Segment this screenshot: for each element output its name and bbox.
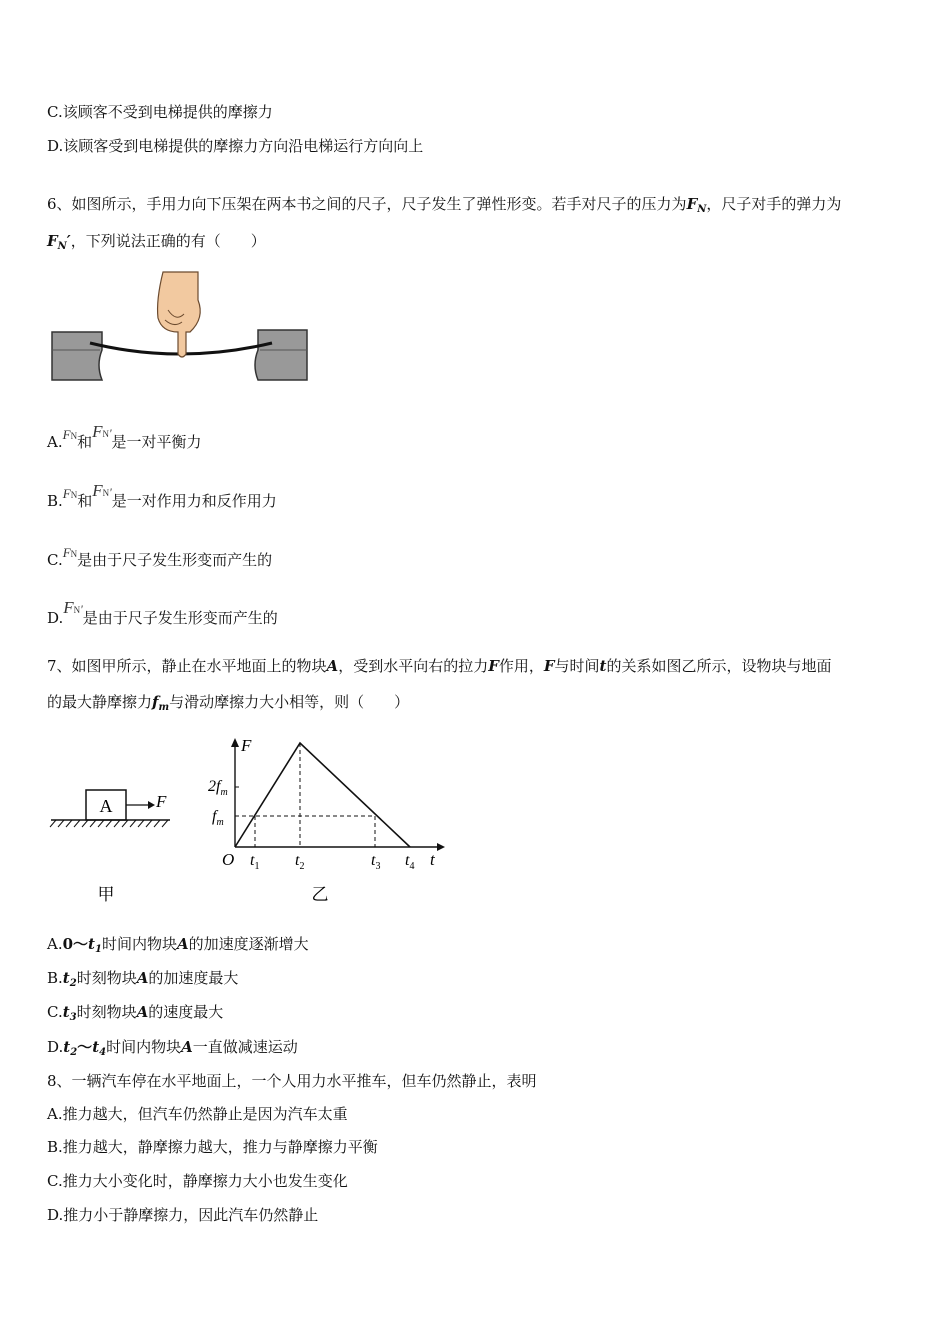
- fn-symbol: FN: [62, 427, 78, 442]
- q8-option-d: D.推力小于静摩擦力，因此汽车仍然静止: [47, 1206, 319, 1224]
- q6-option-a: A.FN和FN'是一对平衡力: [47, 422, 202, 451]
- q7-option-b: $B.t_2$时刻物块A的加速度最大: [47, 969, 239, 989]
- fn-symbol: FN: [62, 545, 78, 560]
- hand-icon: [158, 272, 201, 357]
- q7-option-a: $A.0\sim t_1$时间内物块A的加速度逐渐增大: [47, 935, 309, 955]
- ytick-2fm: $2f_m$: [208, 778, 228, 798]
- q6-option-b: B.FN和FN'是一对作用力和反作用力: [47, 481, 277, 510]
- q8-option-a: A.推力越大，但汽车仍然静止是因为汽车太重: [47, 1105, 348, 1123]
- q7-figure-yi: [200, 735, 450, 910]
- q7-stem-line1: 7、如图甲所示，静止在水平地面上的物块A，受到水平向右的拉力F作用，F与时间t的关系如图乙所示，设物块与地面: [47, 657, 832, 675]
- q7-option-d: $D.t_2\sim t_4$时间内物块A一直做减速运动: [47, 1038, 298, 1058]
- fn-prime-symbol: FN': [92, 422, 112, 441]
- x-axis-label: t: [430, 850, 435, 869]
- right-book: [255, 330, 307, 380]
- left-book: [52, 332, 102, 380]
- xtick-t3: $t_3$: [371, 852, 381, 872]
- q6-stem-line2: [47, 231, 266, 257]
- force-curve: [235, 743, 410, 847]
- q6-stem-text: 6、如图所示，手用力向下压架在两本书之间的尺子，尺子发生了弹性形变。若手对尺子的压力为: [47, 195, 687, 213]
- fn-prime-symbol: FN': [63, 598, 83, 617]
- caption-yi: 乙: [311, 885, 329, 904]
- q6-symbol-fn-prime: $F_N'$: [47, 232, 71, 252]
- q8-stem: 8、一辆汽车停在水平地面上，一个人用力水平推车，但车仍然静止，表明: [47, 1072, 537, 1090]
- q5-option-d: D.该顾客受到电梯提供的摩擦力方向沿电梯运行方向向上: [47, 137, 424, 155]
- xtick-t4: $t_4$: [405, 852, 415, 872]
- origin-label: O: [222, 850, 235, 869]
- xtick-t2: $t_2$: [295, 852, 305, 872]
- q7-figure-jia: [48, 785, 178, 910]
- q6-symbol-fn: $F_N$: [686, 195, 707, 215]
- q6-stem-text3: ，下列说法正确的有（ ）: [70, 232, 266, 250]
- force-label: F: [156, 792, 167, 811]
- q8-option-c: C.推力大小变化时，静摩擦力大小也发生变化: [47, 1172, 348, 1190]
- fn-symbol: FN: [62, 486, 78, 501]
- q6-stem-text2: ，尺子对手的弹力为: [706, 195, 842, 213]
- fn-prime-symbol: FN': [92, 481, 112, 500]
- y-axis-label: F: [241, 736, 252, 755]
- q6-stem-line1: [47, 194, 841, 220]
- q6-option-d: D.FN'是由于尺子发生形变而产生的: [47, 598, 278, 627]
- q7-stem-line2: 的最大静摩擦力$f_m$与滑动摩擦力大小相等，则（ ）: [47, 693, 410, 713]
- q8-option-b: B.推力越大，静摩擦力越大，推力与静摩擦力平衡: [47, 1138, 378, 1156]
- q6-ruler-figure: [50, 270, 312, 385]
- q5-option-c: C.该顾客不受到电梯提供的摩擦力: [47, 103, 273, 121]
- xtick-t1: $t_1$: [250, 852, 260, 872]
- block-label: A: [99, 796, 113, 816]
- q6-option-c: C.FN是由于尺子发生形变而产生的: [47, 545, 273, 569]
- caption-jia: 甲: [97, 885, 115, 904]
- ytick-fm: $f_m$: [212, 808, 224, 828]
- q7-option-c: $C.t_3$时刻物块A的速度最大: [47, 1003, 224, 1023]
